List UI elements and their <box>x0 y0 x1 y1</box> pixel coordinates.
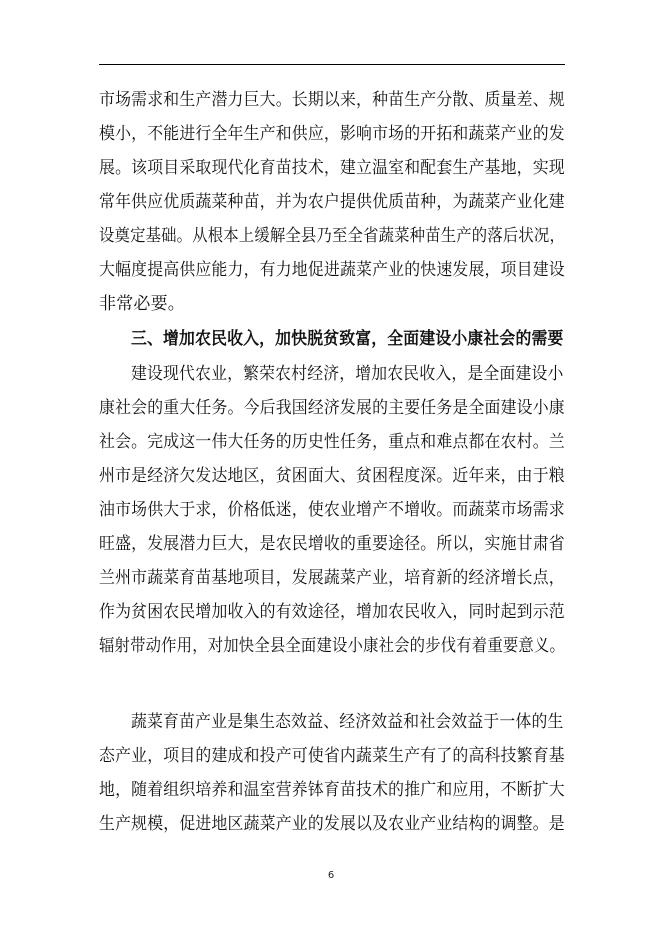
text-line: 展。该项目采取现代化育苗技术，建立温室和配套生产基地，实现 <box>99 158 565 178</box>
text-line: 态产业，项目的建成和投产可使省内蔬菜生产有了的高科技繁育基 <box>99 746 565 766</box>
text-line: 非常必要。 <box>99 294 185 314</box>
text-line: 兰州市蔬菜育苗基地项目，发展蔬菜产业，培育新的经济增长点， <box>99 568 565 588</box>
text-line: 油市场供大于求，价格低迷，使农业增产不增收。而蔬菜市场需求 <box>99 500 565 520</box>
text-line: 社会。完成这一伟大任务的历史性任务，重点和难点都在农村。兰 <box>99 432 565 452</box>
text-line: 大幅度提高供应能力，有力地促进蔬菜产业的快速发展，项目建设 <box>99 260 565 280</box>
text-line: 常年供应优质蔬菜种苗，并为农户提供优质苗种，为蔬菜产业化建 <box>99 192 565 212</box>
text-line: 辐射带动作用，对加快全县全面建设小康社会的步伐有着重要意义。 <box>99 636 565 656</box>
text-line: 作为贫困农民增加收入的有效途径，增加农民收入，同时起到示范 <box>99 602 565 622</box>
text-line: 州市是经济欠发达地区，贫困面大、贫困程度深。近年来，由于粮 <box>99 466 565 486</box>
section-heading: 三、增加农民收入，加快脱贫致富，全面建设小康社会的需要 <box>131 329 564 349</box>
text-line: 建设现代农业，繁荣农村经济，增加农民收入，是全面建设小 <box>131 364 564 384</box>
text-line: 生产规模，促进地区蔬菜产业的发展以及农业产业结构的调整。是 <box>99 814 565 834</box>
text-line: 模小，不能进行全年生产和供应，影响市场的开拓和蔬菜产业的发 <box>99 124 565 144</box>
text-line: 市场需求和生产潜力巨大。长期以来，种苗生产分散、质量差、规 <box>99 90 565 110</box>
text-line: 地，随着组织培养和温室营养钵育苗技术的推广和应用，不断扩大 <box>99 780 565 800</box>
text-line: 设奠定基础。从根本上缓解全县乃至全省蔬菜种苗生产的落后状况， <box>99 226 565 246</box>
page-number: 6 <box>327 870 335 881</box>
text-line: 蔬菜育苗产业是集生态效益、经济效益和社会效益于一体的生 <box>131 712 564 732</box>
text-line: 旺盛，发展潜力巨大，是农民增收的重要途径。所以，实施甘肃省 <box>99 534 565 554</box>
text-line: 康社会的重大任务。今后我国经济发展的主要任务是全面建设小康 <box>99 398 565 418</box>
header-rule <box>99 64 565 65</box>
